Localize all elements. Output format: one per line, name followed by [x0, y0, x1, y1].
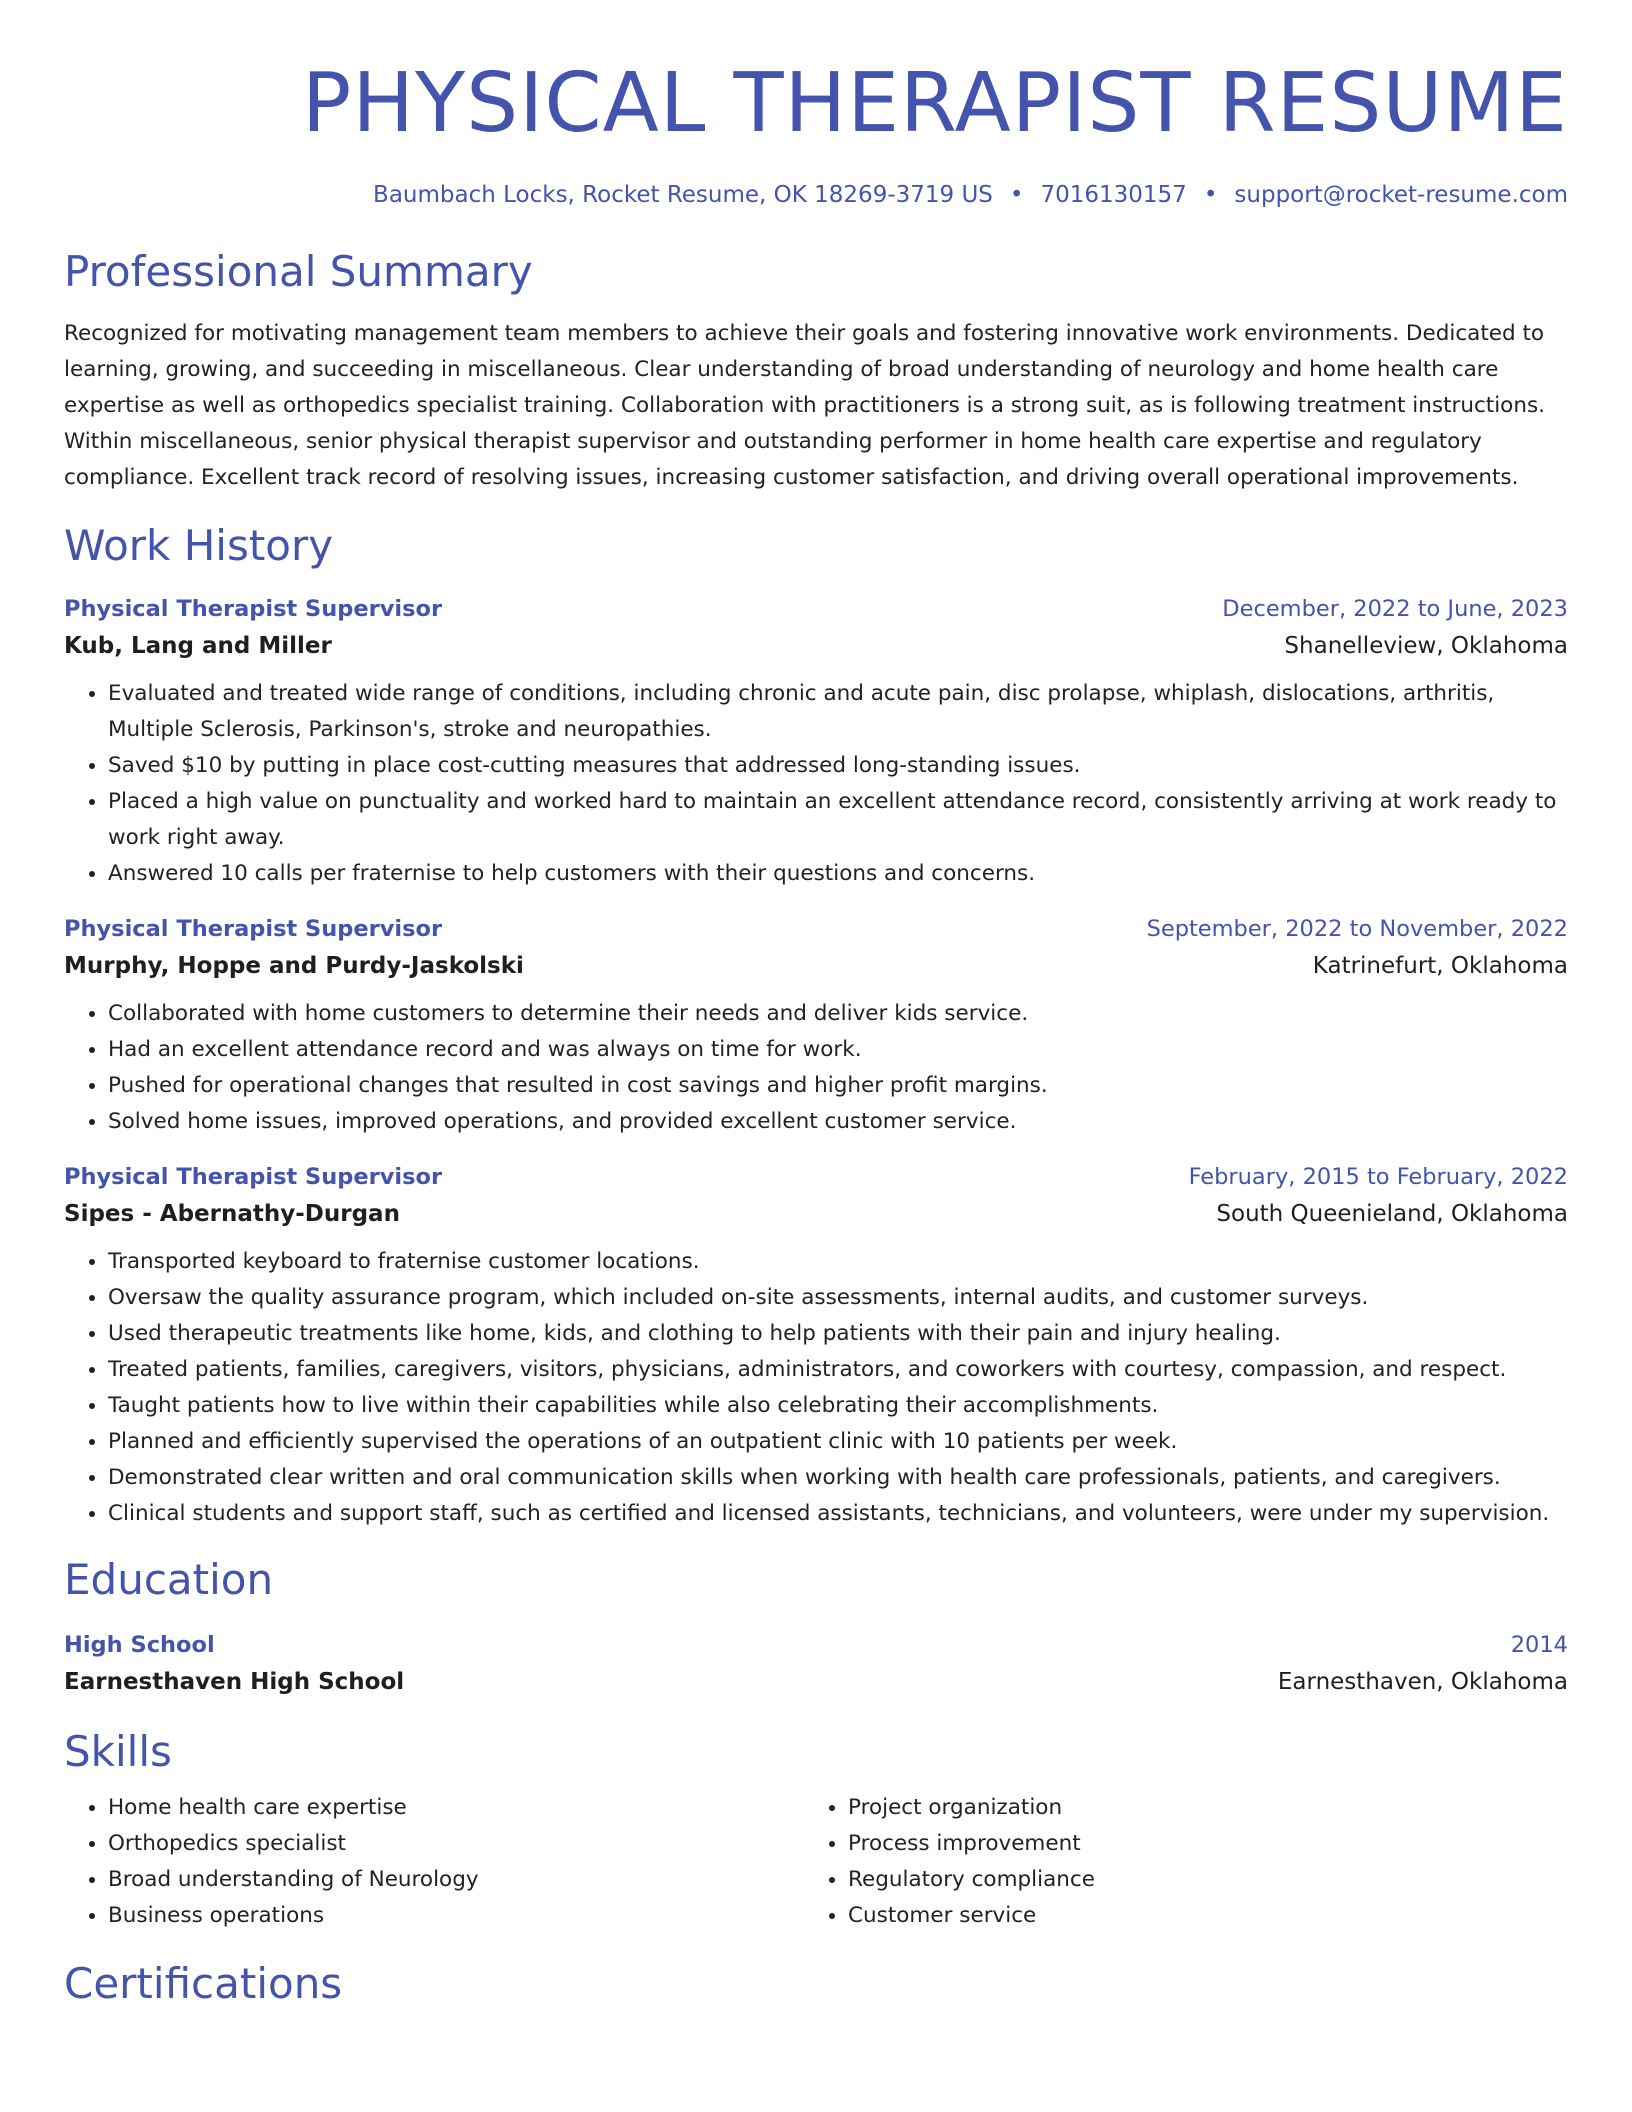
skills-section [64, 1726, 1568, 1934]
job-title: Physical Therapist Supervisor [64, 916, 443, 942]
page-title: PHYSICAL THERAPIST RESUME [301, 56, 1568, 151]
skills-list-left [64, 1790, 804, 1934]
list-item: • Answered 10 calls per fraternise to help customers with their questions and concerns. [108, 856, 1568, 892]
list-item: • Demonstrated clear written and oral communication skills when working with health care professionals, patients, and caregivers. [108, 1460, 1568, 1496]
list-item: • Collaborated with home customers to determine their needs and deliver kids service. [108, 996, 1568, 1032]
list-item: • Planned and efficiently supervised the operations of an outpatient clinic with 10 patients per week. [108, 1424, 1568, 1460]
work-history-heading: Work History [64, 521, 334, 570]
list-item: • Regulatory compliance [848, 1862, 1544, 1898]
job-title: Physical Therapist Supervisor [64, 596, 443, 622]
list-item: • Home health care expertise [108, 1790, 804, 1826]
education-section [64, 1554, 1568, 1702]
list-item: • Transported keyboard to fraternise customer locations. [108, 1244, 1568, 1280]
list-item: • Customer service [848, 1898, 1544, 1934]
list-item: • Broad understanding of Neurology [108, 1862, 804, 1898]
list-item: • Solved home issues, improved operations, and provided excellent customer service. [108, 1104, 1568, 1140]
contact-phone: 7016130157 [1040, 182, 1187, 208]
contact-address: Baumbach Locks, Rocket Resume, OK 18269-3719 US [373, 182, 993, 208]
certifications-section [64, 1958, 1568, 2010]
summary-heading: Professional Summary [64, 247, 533, 296]
school-name: Earnesthaven High School [64, 1669, 405, 1695]
list-item: • Process improvement [848, 1826, 1544, 1862]
skills-columns [64, 1790, 1568, 1934]
graduation-year: 2014 [1510, 1632, 1568, 1658]
job-location: Katrinefurt, Oklahoma [1312, 953, 1568, 979]
job-bullets [64, 676, 1568, 892]
skills-heading: Skills [64, 1727, 172, 1776]
contact-line [64, 180, 1568, 210]
list-item: • Oversaw the quality assurance program, which included on-site assessments, internal audits, and customer surveys. [108, 1280, 1568, 1316]
contact-email[interactable]: support@rocket-resume.com [1234, 182, 1568, 208]
list-item: • Business operations [108, 1898, 804, 1934]
job-dates: September, 2022 to November, 2022 [1146, 916, 1568, 942]
company-name: Murphy, Hoppe and Purdy-Jaskolski [64, 953, 524, 979]
contact-separator: • [1203, 182, 1218, 208]
list-item: • Orthopedics specialist [108, 1826, 804, 1862]
job-dates: February, 2015 to February, 2022 [1188, 1164, 1568, 1190]
list-item: • Evaluated and treated wide range of conditions, including chronic and acute pain, disc prolapse, whiplash, dislocations, arthritis, Multiple Sclerosis, Parkinson's, stroke and neuropathies. [108, 676, 1568, 748]
job-title: Physical Therapist Supervisor [64, 1164, 443, 1190]
list-item: • Saved $10 by putting in place cost-cutting measures that addressed long-standing issues. [108, 748, 1568, 784]
summary-text: Recognized for motivating management team members to achieve their goals and fostering innovative work environments. Dedicated to learning, growing, and succeeding in miscellaneous. Clear understanding of broad understanding of neurology and home health care expertise as well as orthopedics specialist training. Collaboration with practitioners is a strong suit, as is following treatment instructions. Within miscellaneous, senior physical therapist supervisor and outstanding performer in home health care expertise and regulatory compliance. Excellent track record of resolving issues, increasing customer satisfaction, and driving overall operational improvements. [64, 321, 1546, 490]
job-location: South Queenieland, Oklahoma [1216, 1201, 1568, 1227]
education-entry [64, 1628, 1568, 1702]
education-heading: Education [64, 1555, 274, 1604]
company-name: Kub, Lang and Miller [64, 633, 332, 659]
job-dates: December, 2022 to June, 2023 [1222, 596, 1568, 622]
list-item: • Used therapeutic treatments like home, kids, and clothing to help patients with their pain and injury healing. [108, 1316, 1568, 1352]
resume-header [64, 58, 1568, 210]
summary-section [64, 246, 1568, 496]
list-item: • Project organization [848, 1790, 1544, 1826]
job-entry [64, 912, 1568, 1140]
work-history-section [64, 520, 1568, 1532]
job-entry [64, 1160, 1568, 1532]
contact-separator: • [1009, 182, 1024, 208]
degree: High School [64, 1632, 215, 1658]
list-item: • Treated patients, families, caregivers, visitors, physicians, administrators, and coworkers with courtesy, compassion, and respect. [108, 1352, 1568, 1388]
list-item: • Had an excellent attendance record and was always on time for work. [108, 1032, 1568, 1068]
job-bullets [64, 1244, 1568, 1532]
job-location: Shanelleview, Oklahoma [1284, 633, 1568, 659]
list-item: • Placed a high value on punctuality and worked hard to maintain an excellent attendance record, consistently arriving at work ready to work right away. [108, 784, 1568, 856]
list-item: • Clinical students and support staff, such as certified and licensed assistants, technicians, and volunteers, were under my supervision. [108, 1496, 1568, 1532]
job-entry [64, 592, 1568, 892]
job-bullets [64, 996, 1568, 1140]
skills-list-right [804, 1790, 1544, 1934]
list-item: • Pushed for operational changes that resulted in cost savings and higher profit margins. [108, 1068, 1568, 1104]
certifications-heading: Certifications [64, 1959, 343, 2008]
company-name: Sipes - Abernathy-Durgan [64, 1201, 400, 1227]
school-location: Earnesthaven, Oklahoma [1277, 1669, 1568, 1695]
list-item: • Taught patients how to live within their capabilities while also celebrating their accomplishments. [108, 1388, 1568, 1424]
